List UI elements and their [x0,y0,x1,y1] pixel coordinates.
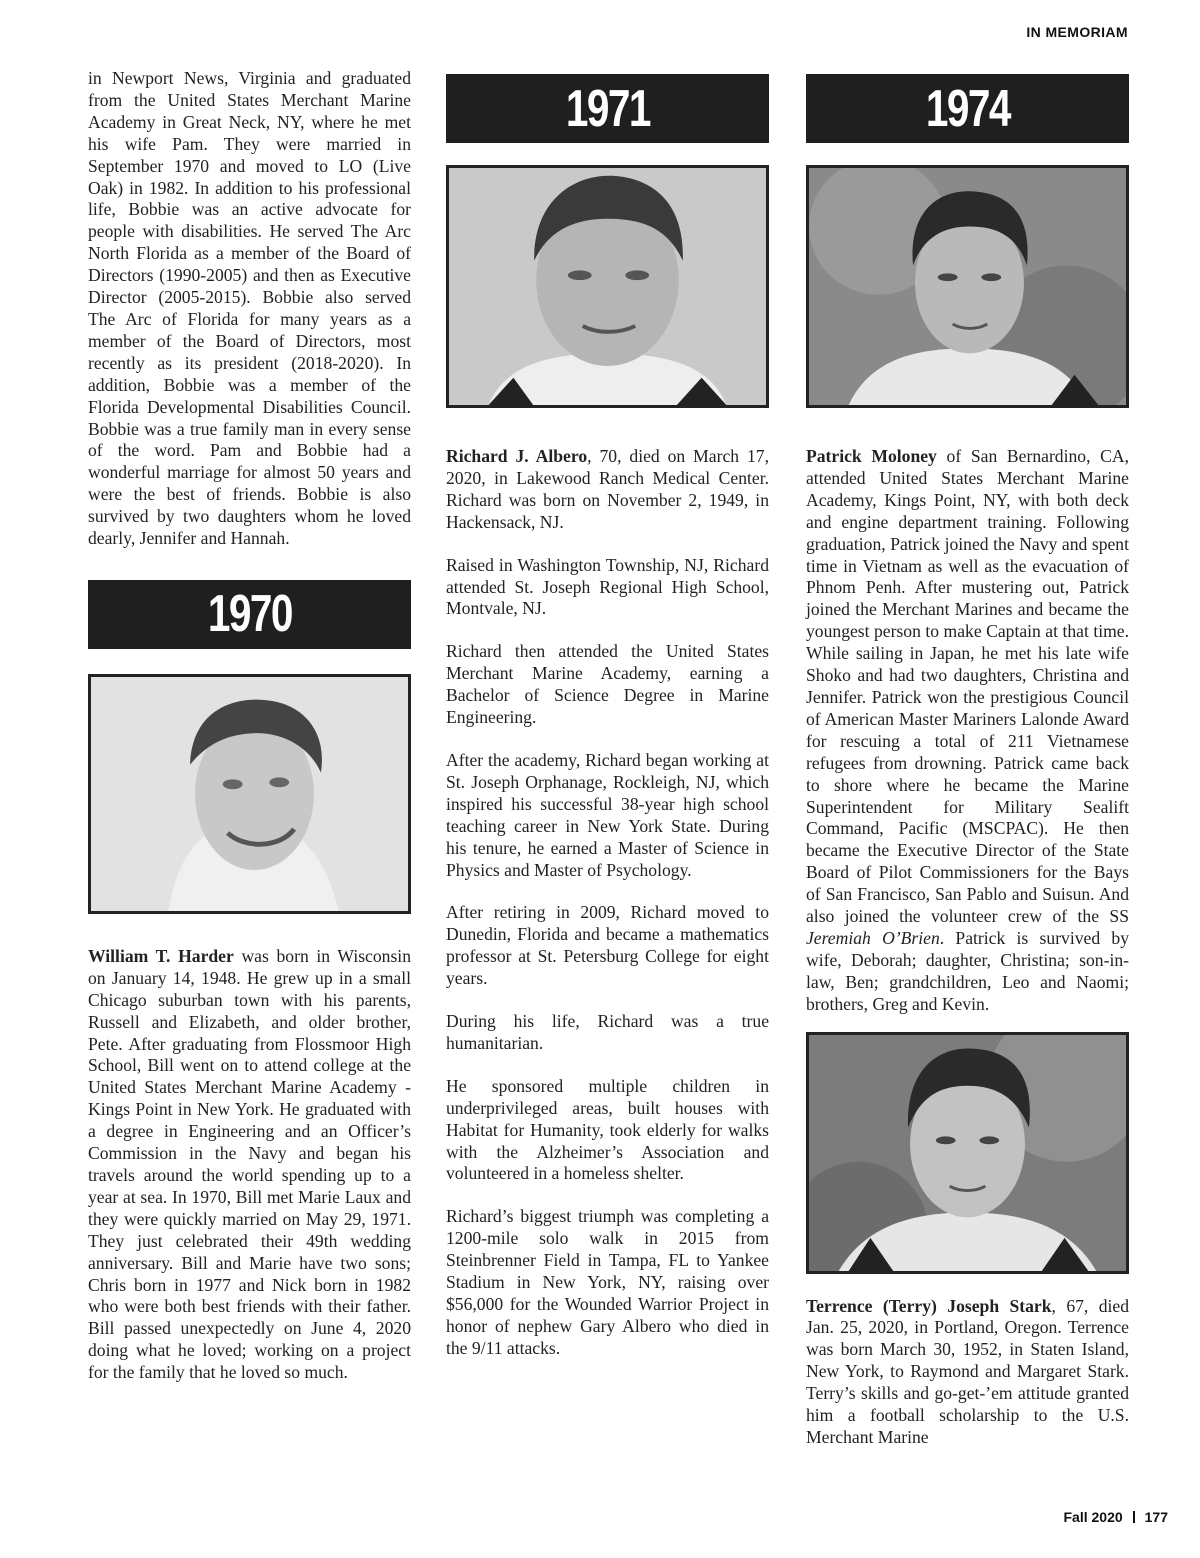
year-banner-1974 [806,74,1129,143]
obituary-paragraph: Raised in Washington Township, NJ, Richard attended St. Joseph Regional High School, Montvale, NJ. [446,554,769,619]
obituary-text: , 67, died Jan. 25, 2020, in Portland, Oregon. Terrence was born March 30, 1952, in Staten Island, New York, to Raymond and Margaret Stark. Terry’s skills and go-get-’em attitude granted him a football scholarship to the U.S. Merchant Marine [806,1295,1129,1447]
portrait-photo-moloney [806,165,1129,408]
obituary-paragraph: After retiring in 2009, Richard moved to Dunedin, Florida and became a mathematics professor at St. Petersburg College for eight years. [446,902,769,989]
portrait-image [449,168,766,405]
obituary-paragraph: After the academy, Richard began working at St. Joseph Orphanage, Rockleigh, NJ, which inspired his successful 38-year high school teaching career in New York State. During his tenure, he earned a Master of Science in Physics and Master of Psychology. [446,749,769,880]
year-label: 1970 [207,585,292,644]
page-number: 177 [1144,1509,1168,1525]
obituary-paragraph: Richard’s biggest triumph was completing a 1200-mile solo walk in 2015 from Steinbrenner Field in Tampa, FL to Yankee Stadium in New York, NY, raising over $56,000 for the Wounded Warrior Project in honor of nephew Gary Albero who died in the 9/11 attacks. [446,1206,769,1358]
year-banner-1970 [88,580,411,649]
obituary-harder [88,946,411,1384]
obituary-stark [806,1296,1129,1449]
obituary-albero-lead [446,446,769,534]
person-name: Richard J. Albero [446,446,588,466]
portrait-image [91,677,408,911]
portrait-image [809,168,1126,405]
page-footer [1063,1509,1168,1525]
obituary-text: was born in Wisconsin on January 14, 1948. He grew up in a small Chicago suburban town with his parents, Russell and Elizabeth, and older brother, Pete. After graduating from Flossmoor High School, Bill went on to attend college at the United States Merchant Marine Academy - Kings Point in New York. He graduated with a degree in Engineering and an Officer’s Commission in the Navy and began his travels around the world spending up to a year at sea. In 1970, Bill met Marie Laux and they were quickly married on May 29, 1971. They just celebrated their 49th wedding anniversary. Bill and Marie have two sons; Chris born in 1977 and Nick born in 1982 who were both best friends with their father. Bill passed unexpectedly on June 4, 2020 doing what he loved; working on a project for the family that he loved so much. [88,945,411,1383]
person-name: Patrick Moloney [806,446,937,466]
portrait-photo-stark [806,1032,1129,1274]
obituary-paragraph: Richard then attended the United States Merchant Marine Academy, earning a Bachelor of Science Degree in Marine Engineering. [446,641,769,728]
obituary-text: . Patrick is survived by wife, Deborah; daughter, Christina; son-in-law, Ben; grandchildren, Leo and Naomi; brothers, Greg and Kevin. [806,927,1130,1014]
column-left [88,68,411,1384]
column-middle [446,74,769,1360]
person-name: Terrence (Terry) Joseph Stark [806,1295,1052,1316]
obituary-paragraph: During his life, Richard was a true humanitarian. [446,1011,769,1053]
portrait-photo-harder [88,674,411,914]
ship-name: Jeremiah O’Brien [806,927,940,948]
section-header: IN MEMORIAM [1026,24,1128,40]
continued-obituary-text: in Newport News, Virginia and graduated from the United States Merchant Marine Academy in Great Neck, NY, where he met his wife Pam. They were married in September 1970 and moved to LO (Live Oak) in 1982. In addition to his professional life, Bobbie was an active advocate for people with disabilities. He served The Arc North Florida as a member of the Board of Directors (1990-2005) and then as Executive Director (2005-2015). Bobbie also served The Arc of Florida for many years as a member of the Board of Directors, most recently as its president (2018-2020). In addition, Bobbie was a member of the Florida Developmental Disabilities Council. Bobbie was a true family man in every sense of the word. Pam and Bobbie had a wonderful marriage for almost 50 years and were the best of friends. Bobbie is also survived by two daughters whom he loved dearly, Jennifer and Hannah. [88,68,411,549]
issue-label: Fall 2020 [1063,1509,1123,1525]
obituary-moloney [806,446,1129,1016]
portrait-photo-albero [446,165,769,408]
year-label: 1974 [925,79,1010,138]
year-banner-1971 [446,74,769,143]
obituary-text: , 70, died on March 17, 2020, in Lakewood Ranch Medical Center. Richard was born on November 2, 1949, in Hackensack, NJ. [446,446,770,532]
obituary-text: of San Bernardino, CA, attended United States Merchant Marine Academy, Kings Point, NY, with both deck and engine department training. Following graduation, Patrick joined the Navy and spent time in Vietnam as well as the evacuation of Phnom Penh. After mustering out, Patrick joined the Merchant Marines and became the youngest person to make Captain at that time. While sailing in Japan, he met his late wife Shoko and had two daughters, Christina and Jennifer. Patrick won the prestigious Council of American Master Mariners Lalonde Award for rescuing a total of 211 Vietnamese refugees from drowning. Patrick came back to shore where he became the Marine Superintendent for Military Sealift Command, Pacific (MSCPAC). He then became the Executive Director of the State Board of Pilot Commissioners for the Bays of San Francisco, San Pablo and Suisun. And also joined the volunteer crew of the SS [806,446,1129,927]
person-name: William T. Harder [88,945,234,966]
portrait-image [809,1035,1126,1271]
footer-divider [1133,1511,1135,1523]
year-label: 1971 [565,79,650,138]
column-right [806,74,1129,1449]
obituary-paragraph: He sponsored multiple children in underprivileged areas, built houses with Habitat for Humanity, took elderly for walks with the Alzheimer’s Association and volunteered in a homeless shelter. [446,1075,769,1184]
